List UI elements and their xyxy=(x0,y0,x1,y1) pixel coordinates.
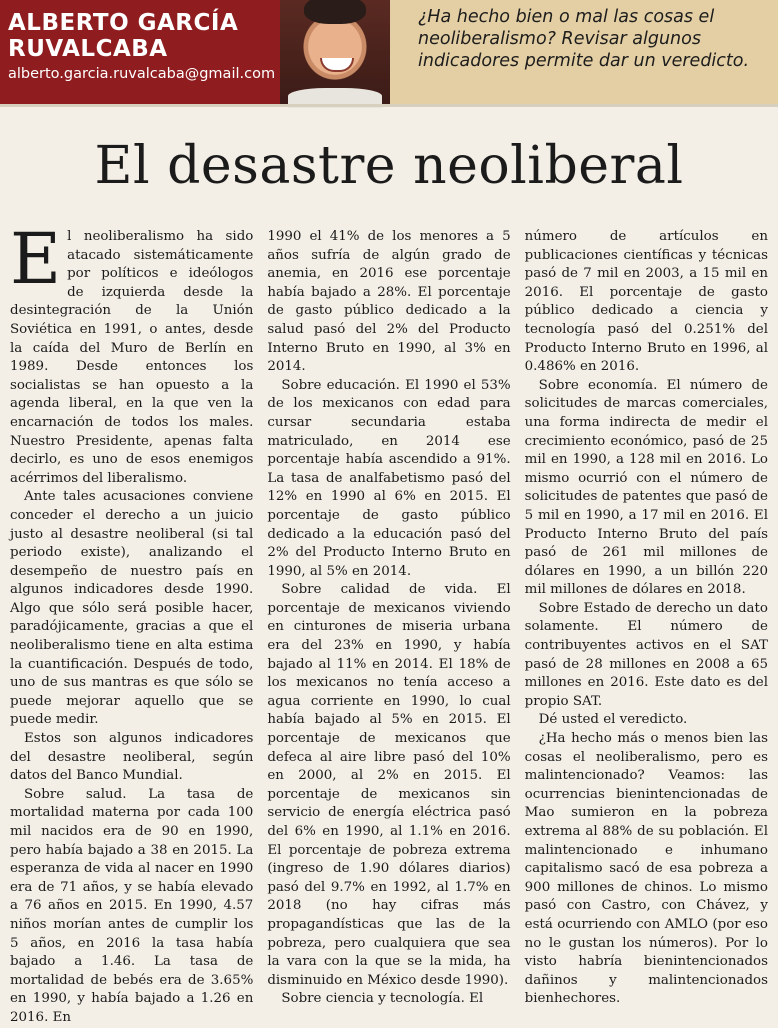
author-email: alberto.garcia.ruvalcaba@gmail.com xyxy=(8,66,276,82)
paragraph: Dé usted el veredicto. xyxy=(538,712,688,728)
article-body xyxy=(10,218,768,1025)
article-title: El desastre neoliberal xyxy=(94,136,684,196)
column-header xyxy=(0,0,778,104)
author-photo-smile xyxy=(320,58,354,72)
author-block xyxy=(0,0,390,104)
column-2 xyxy=(267,228,511,1007)
paragraph: Sobre salud. La tasa de mortalidad materna por cada 100 mil nacidos era de 90 en 1990, pero había bajado a 38 en 2015. La esperanza de vida al nacer en 1990 era de 71 años, y se había elevado a 76 años en 2015. En 1990, 4.57 niños morían antes de cumplir los 5 años, en 2016 la tasa había bajado a 1.46. La tasa de mortalidad de bebés era de 3.65% en 1990, y había bajado a 1.26 en 2016. En xyxy=(10,786,254,1025)
tagline: ¿Ha hecho bien o mal las cosas el neoliberalismo? Revisar algunos indicadores permite dar un veredicto. xyxy=(418,7,750,71)
tagline-block xyxy=(390,0,778,104)
paragraph: número de artículos en publicaciones científicas y técnicas pasó de 7 mil en 2003, a 15 mil en 2016. El porcentaje de gasto público dedicado a ciencia y tecnología pasó del 0.251% del Producto Interno Bruto en 1996, al 0.486% en 2016. xyxy=(524,229,768,375)
paragraph: 1990 el 41% de los menores a 5 años sufría de algún grado de anemia, en 2016 ese porcentaje había bajado a 28%. El porcentaje de gasto público dedicado a la salud pasó del 2% del Producto Interno Bruto en 1990, al 3% en 2014. xyxy=(267,229,511,375)
paragraph: Sobre educación. El 1990 el 53% de los mexicanos con edad para cursar secundaria estaba matriculado, en 2014 ese porcentaje había ascendido a 91%. La tasa de analfabetismo pasó del 12% en 1990 al 6% en 2015. El porcentaje de gasto público dedicado a la educación pasó del 2% del Producto Interno Bruto en 1990, al 5% en 2014. xyxy=(267,377,511,579)
column-3 xyxy=(524,228,768,1007)
column-1 xyxy=(10,218,254,1025)
author-photo-hair xyxy=(304,0,366,24)
paragraph: Ante tales acusaciones conviene conceder el derecho a un juicio justo al desastre neoliberal (si tal periodo existe), analizando el desempeño de nuestro país en algunos indicadores desde 1990. Algo que sólo será posible hacer, paradójicamente, gracias a que el neoliberalismo tiene en alta estima la cuantificación. Después de todo, uno de sus mantras es que sólo se puede mejorar aquello que se puede medir. xyxy=(10,489,254,728)
paragraph: Sobre Estado de derecho un dato solamente. El número de contribuyentes activos en el SAT pasó de 28 millones en 2008 a 65 millones en 2016. Este dato es del propio SAT. xyxy=(524,600,768,709)
author-photo xyxy=(280,0,390,104)
author-name: ALBERTO GARCÍA RUVALCABA xyxy=(8,10,239,62)
paragraph: l neoliberalismo ha sido atacado sistemáticamente por políticos e ideólogos de izquierda desde la desintegración de la Unión Soviética en 1991, o antes, desde la caída del Muro de Berlín en 1989. Desde entonces los socialistas se han opuesto a la agenda liberal, en la que ven la encarnación de todos los males. Nuestro Presidente, apenas falta decirlo, es uno de esos enemigos acérrimos del liberalismo. xyxy=(10,229,254,486)
paragraph: Sobre calidad de vida. El porcentaje de mexicanos viviendo en cinturones de miseria urbana era del 23% en 1990, y había bajado al 11% en 2014. El 18% de los mexicanos no tenía acceso a agua corriente en 1990, lo cual había bajado al 5% en 2015. El porcentaje de mexicanos que defeca al aire libre pasó del 10% en 2000, al 2% en 2015. El porcentaje de mexicanos sin servicio de energía eléctrica pasó del 6% en 1990, al 1.1% en 2016. El porcentaje de pobreza extrema (ingreso de 1.90 dólares diarios) pasó del 9.7% en 1992, al 1.7% en 2018 (no hay cifras más propagandísticas que las de la pobreza, pero cualquiera que sea la vara con la que se la mida, ha disminuido en México desde 1990). xyxy=(267,582,511,988)
header-divider xyxy=(0,104,778,107)
paragraph: ¿Ha hecho más o menos bien las cosas el neoliberalismo, pero es malintencionado? Veamos: las ocurrencias bienintencionadas de Mao sumieron en la pobreza extrema al 88% de su población. El malintencionado e inhumano capitalismo sacó de esa pobreza a 900 millones de chinos. Lo mismo pasó con Castro, con Chávez, y está ocurriendo con AMLO (por eso no le gustan los números). Por lo visto habría bienintencionados dañinos y malintencionados bienhechores. xyxy=(524,731,768,1007)
drop-cap: E xyxy=(10,218,62,300)
paragraph: Sobre ciencia y tecnología. El xyxy=(281,991,484,1007)
paragraph: Estos son algunos indicadores del desastre neoliberal, según datos del Banco Mundial. xyxy=(10,731,254,784)
paragraph: Sobre economía. El número de solicitudes de marcas comerciales, una forma indirecta de medir el crecimiento económico, pasó de 25 mil en 1990, a 128 mil en 2016. Lo mismo ocurrió con el número de solicitudes de patentes que pasó de 5 mil en 1990, a 17 mil en 2016. El Producto Interno Bruto del país pasó de 261 mil millones de dólares en 1990, a un billón 220 mil millones de dólares en 2018. xyxy=(524,377,768,598)
